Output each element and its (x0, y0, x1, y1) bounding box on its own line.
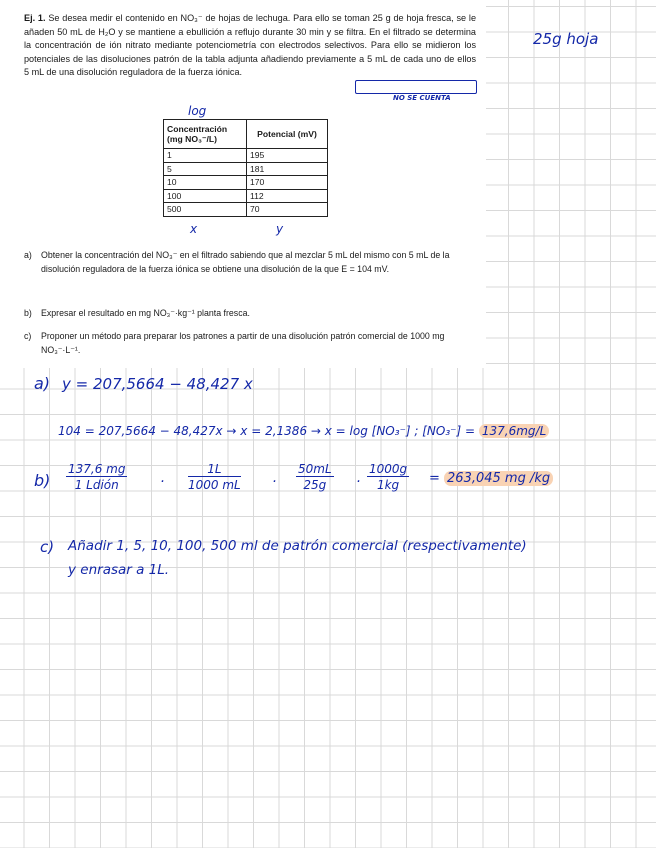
multiply-dot: · (272, 474, 277, 490)
standards-table (163, 119, 328, 217)
answer-b-fraction-1: 137,6 mg 1 Ldión (68, 462, 126, 492)
cell-potential: 70 (247, 203, 328, 217)
question-b-text: Expresar el resultado en mg NO₃⁻·kg⁻¹ planta fresca. (41, 308, 250, 318)
cell-concentration: 100 (164, 189, 247, 203)
cell-potential: 195 (247, 149, 328, 163)
answer-b-fraction-3: $\frac{50mL}{25g}$ (298, 462, 332, 492)
question-b (24, 306, 476, 320)
multiply-dot: · (356, 474, 361, 490)
cell-potential: 181 (247, 162, 328, 176)
y-annotation: y (276, 222, 284, 236)
answer-b-result: = 263,045 mg /kg (429, 471, 553, 486)
exercise-statement (24, 12, 476, 80)
question-a-label: a) (24, 250, 32, 260)
answer-a-label: a) (34, 374, 51, 393)
answer-b-fraction-4: $\frac{1000g}{1kg}$ (369, 462, 408, 492)
exercise-intro: Se desea medir el contenido en NO₃⁻ de hojas de lechuga. Para ello se toman 25 g de hoja fresca, se le añaden 50 mL de H₂O y se mantiene a ebullición a reflujo durante 30 min y se filtra. En el filtrado se determina la concentración de ión nitrato mediante potenciometría con electrodos selectivos. Para ello se midieron los potenciales de las disoluciones patrón de la tabla adjunta añadiendo previamente a 5 mL de cada uno de ellos 5 mL de una disolución reguladora de la fuerza iónica. (24, 13, 476, 78)
question-c-text: Proponer un método para preparar los patrones a partir de una disolución patrón comercial de 1000 mg NO₃⁻·L⁻¹. (41, 331, 445, 355)
log-annotation: log (188, 104, 207, 118)
cell-concentration: 5 (164, 162, 247, 176)
cell-potential: 112 (247, 189, 328, 203)
question-b-label: b) (24, 308, 32, 318)
answer-c-line-2: y enrasar a 1L. (68, 562, 170, 578)
answer-b-label: b) (34, 471, 51, 490)
header-concentration: Concentración (mg NO₃⁻/L) (164, 120, 247, 149)
question-c (24, 329, 476, 357)
side-note: 25g hoja (533, 30, 599, 48)
answer-a-equation: y = 207,5664 − 48,427 x (62, 375, 253, 393)
table-row (164, 189, 328, 203)
cell-concentration: 1 (164, 149, 247, 163)
answer-a-calc-text: 104 = 207,5664 − 48,427x → x = 2,1386 → x = log [NO₃⁻] ; [NO₃⁻] = (58, 424, 476, 438)
table-row (164, 162, 328, 176)
no-cuenta-annotation: NO SE CUENTA (393, 94, 451, 102)
answer-a-calculation (58, 424, 549, 438)
cell-concentration: 10 (164, 176, 247, 190)
table-row (164, 203, 328, 217)
table-row (164, 149, 328, 163)
multiply-dot: · (160, 474, 165, 490)
cell-concentration: 500 (164, 203, 247, 217)
exercise-label: Ej. 1. (24, 13, 46, 23)
question-c-label: c) (24, 331, 32, 341)
header-potential: Potencial (mV) (247, 120, 328, 149)
buffer-volume-box (355, 80, 477, 94)
answer-b-fraction-2: $\frac{1L}{1000 mL}$ (188, 462, 241, 492)
question-a-text: Obtener la concentración del NO₃⁻ en el filtrado sabiendo que al mezclar 5 mL del mismo con 5 mL de la disolución reguladora de la fuerza iónica se obtiene una disolución de la que E = 104 mV. (41, 250, 450, 274)
answer-c-line-1: Añadir 1, 5, 10, 100, 500 ml de patrón comercial (respectivamente) (68, 538, 527, 554)
answer-c-label: c) (40, 538, 55, 556)
question-a (24, 248, 476, 276)
x-annotation: x (190, 222, 198, 236)
answer-a-result: 137,6mg/L (479, 424, 549, 438)
table-row (164, 176, 328, 190)
cell-potential: 170 (247, 176, 328, 190)
